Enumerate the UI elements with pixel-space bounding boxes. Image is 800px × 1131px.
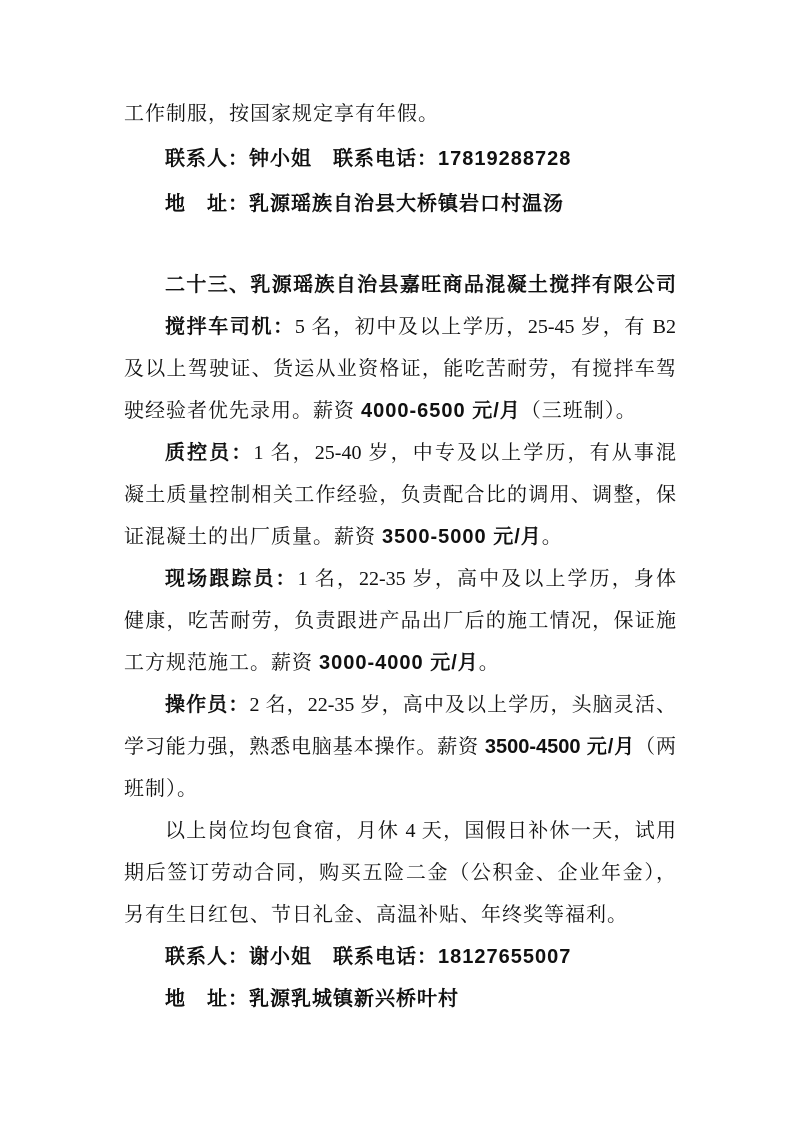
position-title: 搅拌车司机： [165, 316, 295, 338]
benefits-line-3 [124, 894, 676, 936]
contact-person: 联系人：谢小姐 [165, 946, 312, 968]
address-value: 乳源瑶族自治县大桥镇岩口村温汤 [249, 193, 564, 215]
shift-note: （三班制）。 [520, 400, 637, 422]
position-title: 操作员： [165, 694, 250, 716]
address-label: 地 址： [165, 988, 249, 1010]
position-qc-line-1 [124, 432, 676, 474]
contact-line [124, 137, 676, 182]
salary: 3000-4000 元/月 [319, 652, 479, 674]
previous-listing-tail [124, 92, 676, 227]
position-text: 1 名，22-35 岁，高中及以上学历，身体 [297, 568, 676, 590]
address-value: 乳源乳城镇新兴桥叶村 [249, 988, 459, 1010]
position-text: 及以上驾驶证、货运从业资格证，能吃苦耐劳，有搅拌车驾 [124, 358, 676, 380]
position-driver-line-1 [124, 306, 676, 348]
address-label: 地 址： [165, 193, 249, 215]
listing-23 [124, 264, 676, 1020]
position-driver-line-2 [124, 348, 676, 390]
contact-line [124, 936, 676, 978]
position-text: 2 名，22-35 岁，高中及以上学历，头脑灵活、 [249, 694, 676, 716]
shift-note-continued: 班制）。 [124, 778, 198, 800]
salary-suffix: 。 [478, 652, 500, 674]
benefits-text: 期后签订劳动合同，购买五险二金（公积金、企业年金）， [124, 862, 676, 884]
company-heading: 二十三、乳源瑶族自治县嘉旺商品混凝土搅拌有限公司 [165, 274, 676, 296]
benefits-line-1 [124, 810, 676, 852]
position-qc-line-3 [124, 516, 676, 558]
position-text: 5 名，初中及以上学历，25-45 岁，有 B2 [294, 316, 676, 338]
salary: 3500-5000 元/月 [382, 526, 542, 548]
benefits-line-2 [124, 852, 676, 894]
benefits-tail-text: 工作制服，按国家规定享有年假。 [124, 103, 439, 125]
contact-phone: 联系电话：17819288728 [333, 148, 572, 170]
position-driver-line-3 [124, 390, 676, 432]
address-line [124, 978, 676, 1020]
contact-person: 联系人：钟小姐 [165, 148, 312, 170]
position-text: 工方规范施工。薪资 [124, 652, 319, 674]
position-site-line-3 [124, 642, 676, 684]
salary: 4000-6500 元/月 [361, 400, 521, 422]
position-text: 证混凝土的出厂质量。薪资 [124, 526, 382, 548]
position-text: 学习能力强，熟悉电脑基本操作。薪资 [124, 736, 485, 758]
benefits-tail-line [124, 92, 676, 137]
position-text: 驶经验者优先录用。薪资 [124, 400, 361, 422]
salary-suffix: 。 [541, 526, 563, 548]
shift-note: （两 [635, 736, 676, 758]
address-line [124, 182, 676, 227]
position-text: 健康，吃苦耐劳，负责跟进产品出厂后的施工情况，保证施 [124, 610, 676, 632]
position-site-line-1 [124, 558, 676, 600]
position-operator-line-3 [124, 768, 676, 810]
position-operator-line-1 [124, 684, 676, 726]
position-title: 现场跟踪员： [165, 568, 298, 590]
position-qc-line-2 [124, 474, 676, 516]
position-text: 凝土质量控制相关工作经验，负责配合比的调用、调整，保 [124, 484, 676, 506]
benefits-text: 另有生日红包、节日礼金、高温补贴、年终奖等福利。 [124, 904, 628, 926]
salary: 3500-4500 元/月 [484, 736, 636, 758]
position-text: 1 名，25-40 岁，中专及以上学历，有从事混 [253, 442, 676, 464]
position-operator-line-2 [124, 726, 676, 768]
position-title: 质控员： [165, 442, 254, 464]
position-site-line-2 [124, 600, 676, 642]
benefits-text: 以上岗位均包食宿，月休 4 天，国假日补休一天，试用 [165, 820, 676, 842]
contact-phone: 联系电话：18127655007 [333, 946, 572, 968]
